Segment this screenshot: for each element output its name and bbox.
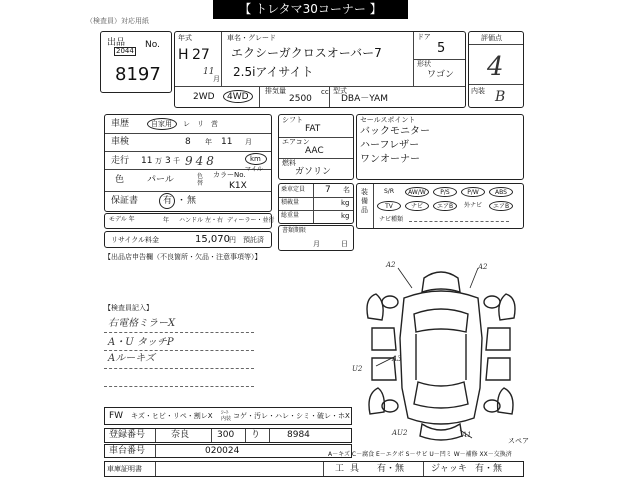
equip-chip-3: P/S — [433, 187, 457, 197]
capacity-box — [278, 183, 354, 224]
chassis-value: 020024 — [205, 446, 240, 456]
mark-a1: A1 — [462, 431, 472, 439]
fuel-label: 燃料 — [282, 159, 296, 167]
equip-chip-7: ナビ — [405, 201, 429, 211]
warranty-no: 無 — [187, 196, 197, 206]
jack-label: ジャッキ — [431, 464, 467, 474]
recycle-deposit: 預託済 — [243, 236, 264, 244]
grade-box — [468, 31, 524, 108]
model-row-label: モデル 年 — [109, 216, 135, 223]
doors-label: ドア — [417, 33, 431, 41]
mileage-unit: km — [250, 155, 261, 163]
fuel-value: ガソリン — [295, 167, 332, 177]
year-month: 11 — [203, 67, 215, 77]
sales-points-label: セールスポイント — [360, 116, 416, 124]
bottom-row — [104, 461, 524, 477]
inspection-month-unit: 月 — [245, 138, 252, 146]
recycle-value: 15,070 — [195, 234, 230, 245]
interior-grade: B — [495, 89, 506, 105]
recycle-unit: 円 — [229, 236, 236, 244]
shift-value: FAT — [305, 124, 321, 134]
recycle-row — [104, 231, 272, 248]
inspector-note-label: 【検査員記入】 — [104, 304, 153, 312]
model-row — [104, 213, 275, 229]
type-label: 型式 — [333, 87, 347, 95]
docs-label: 書類期限 — [282, 227, 307, 234]
inspection-label: 車検 — [111, 137, 130, 147]
model-row-handle: ハンドル — [179, 217, 204, 224]
fw-label: FW — [109, 411, 124, 421]
garage-cert-label: 車庫証明書 — [107, 465, 142, 473]
navi-label: ナビ種類 — [379, 216, 404, 223]
mark-spare: スペア — [508, 437, 529, 445]
jack-options: 有・無 — [475, 464, 503, 474]
color-swap-label: 色替 — [197, 173, 204, 187]
mark-a2-left: A2 — [386, 261, 396, 269]
history-box — [104, 114, 272, 212]
model-row-lr: 左・右 — [205, 217, 224, 224]
usage-opt-3: リ — [197, 120, 204, 128]
equip-chip-6: TV — [377, 201, 401, 211]
equip-chip-4: P/W — [461, 187, 485, 197]
lot-number: 8197 — [115, 64, 161, 85]
chassis-row — [104, 444, 352, 458]
model-grade: 2.5iアイサイト — [233, 65, 314, 79]
mark-au2: AU2 — [392, 429, 408, 437]
usage-opt-2: レ — [183, 120, 190, 128]
docs-day: 日 — [341, 240, 348, 248]
lot-small: 2044 — [116, 47, 134, 55]
mileage-b-unit: 千 — [173, 157, 180, 165]
exhibit-note: 【出品店申告欄（不良箇所・欠品・注意事項等）】 — [104, 253, 262, 261]
inspector-note-2: A・U タッチP — [108, 337, 174, 348]
drive-2wd: 2WD — [193, 92, 215, 102]
year-value: 27 — [192, 47, 210, 63]
inspection-year-unit: 年 — [205, 138, 212, 146]
color-code: K1X — [229, 181, 247, 191]
equipment-label: 装備品 — [361, 188, 368, 214]
aircon-value: AAC — [305, 146, 324, 156]
equip-chip-8: エアB — [433, 201, 457, 211]
fw-mid: ｼｰﾄ 内装 — [221, 410, 232, 422]
load-unit: kg — [341, 199, 350, 207]
doors-value: 5 — [437, 41, 446, 56]
interior-label: 内装 — [471, 87, 485, 95]
capacity-unit: 名 — [343, 186, 350, 194]
sales-point-2: ハーフレザー — [360, 140, 420, 151]
usage-label: 車歴 — [111, 119, 130, 129]
mark-a3: A3 — [392, 355, 402, 363]
warranty-label: 保証書 — [111, 196, 139, 206]
color-value: パール — [147, 175, 174, 185]
year-label: 年式 — [178, 34, 192, 42]
grade-label: 評価点 — [481, 34, 502, 42]
mileage-b: 3 — [165, 156, 171, 166]
damage-legend: A－キズ C－腐食 E－エクボ S－サビ U－凹ミ W－補修 XX－交換済 — [328, 451, 512, 458]
registration-row — [104, 428, 352, 443]
type-value: DBA－YAM — [341, 94, 388, 104]
docs-box — [278, 225, 354, 251]
banner: 【 トレタマ30コーナー 】 — [213, 0, 408, 19]
vehicle-info-box — [174, 31, 466, 108]
recycle-label: リサイクル料金 — [111, 236, 160, 244]
grade-score: 4 — [487, 52, 504, 82]
lot-prefix: 出品 — [107, 38, 126, 48]
engine-value: 2500 — [289, 94, 312, 104]
registration-label: 登録番号 — [109, 430, 146, 440]
inspector-note-1: 右電格ミラーX — [108, 318, 176, 329]
equip-chip-2: AW/W — [405, 187, 429, 197]
shape-value: ワゴン — [427, 70, 455, 80]
model-row-dealer: ディーラー・並行 — [227, 217, 275, 224]
registration-class: 300 — [217, 430, 235, 440]
sales-point-3: ワンオーナー — [360, 154, 420, 165]
color-code-label: カラーNo. — [213, 171, 246, 179]
year-era: H — [178, 47, 189, 63]
usage-opt-1: 自家用 — [151, 120, 172, 128]
engine-label: 排気量 — [265, 87, 286, 95]
equipment-box — [356, 183, 524, 229]
docs-month: 月 — [313, 240, 320, 248]
inspection-month: 11 — [221, 137, 233, 147]
warranty-sep: ・ — [177, 196, 187, 206]
usage-opt-4: 営 — [211, 120, 218, 128]
engine-unit: cc — [321, 88, 329, 96]
mileage-a-unit: 万 — [155, 157, 162, 165]
fw-row — [104, 407, 352, 425]
fw-items-1: キズ・ヒビ・リペ・割レX — [131, 412, 213, 420]
drive-4wd: 4WD — [227, 92, 249, 102]
load-label: 積載量 — [281, 199, 300, 206]
equip-chip-9: 外ナビ — [463, 202, 482, 209]
lot-box — [100, 31, 172, 93]
registration-kana: り — [251, 430, 261, 440]
sales-point-1: バックモニター — [360, 126, 430, 137]
mark-u2: U2 — [352, 365, 363, 373]
model-name: エクシーガクロスオーバー7 — [231, 46, 382, 60]
model-label: 車名・グレード — [227, 34, 276, 42]
chassis-label: 車台番号 — [109, 446, 146, 456]
weight-unit: kg — [341, 212, 350, 220]
tools-options: 有・無 — [377, 464, 405, 474]
shift-box — [278, 114, 354, 180]
registration-place: 奈良 — [171, 430, 190, 440]
inspector-note-3: Aルーキズ — [108, 353, 156, 364]
weight-label: 総重量 — [281, 212, 300, 219]
fw-items-2: コゲ・汚レ・ハレ・シミ・破レ・ホX — [233, 412, 350, 420]
warranty-yes: 有 — [163, 196, 173, 206]
lot-no-label: No. — [145, 40, 160, 50]
car-damage-diagram — [356, 258, 526, 448]
mileage-hand: 948 — [185, 154, 217, 168]
model-row-year: 年 — [163, 217, 170, 224]
color-label: 色 — [115, 175, 125, 185]
shift-label: シフト — [282, 116, 303, 124]
equip-chip-5: ABS — [489, 187, 513, 197]
aircon-label: エアコン — [282, 138, 310, 146]
equip-chip-1: S/R — [384, 188, 394, 195]
sales-points-box — [356, 114, 524, 180]
drive-selected-circle — [223, 90, 253, 103]
registration-number: 8984 — [287, 430, 310, 440]
mark-a2-right: A2 — [478, 263, 488, 271]
tools-label: 工具 — [335, 464, 366, 474]
mileage-label: 走行 — [111, 156, 130, 166]
equip-chip-10: エアB — [489, 201, 513, 211]
year-month-unit: 月 — [213, 75, 220, 83]
inspection-year: 8 — [185, 137, 191, 147]
mileage-a: 11 — [141, 156, 153, 166]
mileage-unit2: マイル — [245, 166, 263, 173]
shape-label: 形状 — [417, 60, 431, 68]
capacity-label: 乗車定員 — [281, 186, 306, 193]
top-note: （検査員）対応用紙 — [86, 17, 149, 25]
capacity-value: 7 — [325, 185, 331, 195]
